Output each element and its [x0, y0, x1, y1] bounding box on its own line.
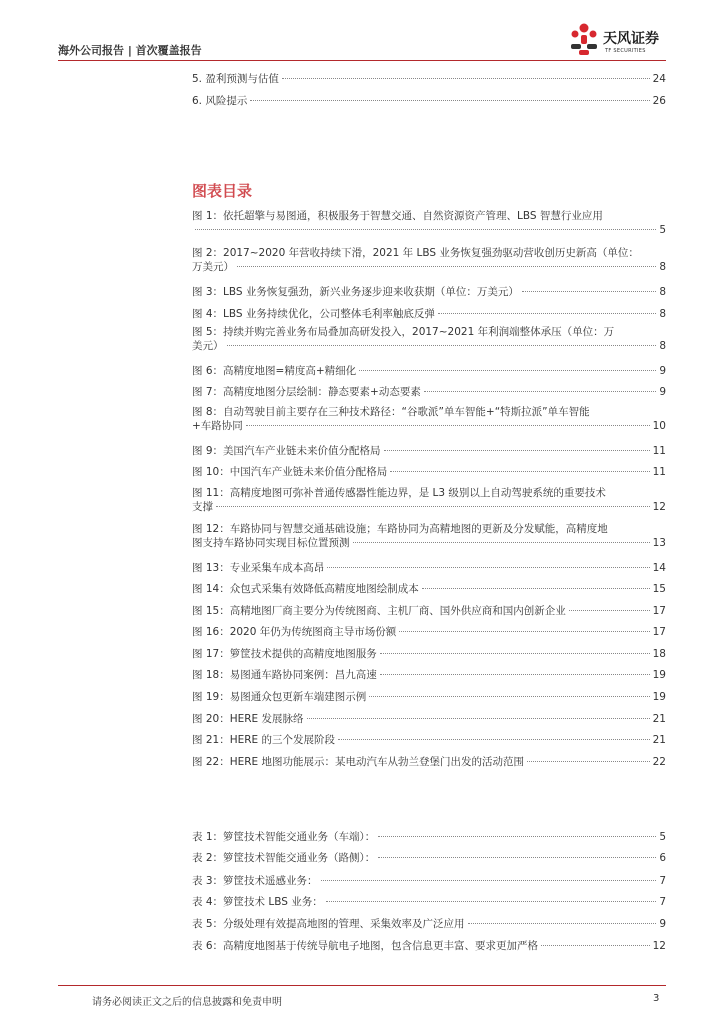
leader-dots	[399, 631, 649, 632]
figure-entry-text: 图 19：易图通众包更新车端建图示例	[192, 691, 367, 703]
figure-entry[interactable]	[192, 284, 666, 298]
figure-entry-page: 11	[652, 445, 666, 457]
table-entry-text: 表 2：箩筐技术智能交通业务（路侧）：	[192, 852, 376, 864]
figure-entry-text-cont: 支撑	[192, 501, 213, 513]
figure-entry-text-cont: 图支持车路协同实现目标位置预测	[192, 537, 350, 549]
figure-entry-text: 图 15：高精地图厂商主要分为传统图商、主机厂商、国外供应商和国内创新企业	[192, 605, 566, 617]
figure-entry-text: 图 13：专业采集车成本高昂	[192, 562, 325, 574]
leader-dots	[216, 506, 650, 507]
figure-entry-page: 10	[652, 420, 666, 432]
figure-entry[interactable]	[192, 689, 666, 703]
figure-entry[interactable]	[192, 732, 666, 746]
figure-entry[interactable]	[192, 209, 666, 237]
leader-dots	[282, 78, 650, 79]
table-entry[interactable]	[192, 938, 666, 952]
leader-dots	[380, 674, 650, 675]
figure-entry-page: 22	[652, 756, 666, 768]
figure-entry[interactable]	[192, 646, 666, 660]
figure-entry[interactable]	[192, 486, 666, 514]
figure-entry-page: 17	[652, 626, 666, 638]
toc-entry-page: 26	[652, 95, 666, 107]
figure-entry-page: 14	[652, 562, 666, 574]
figure-entry-text: 图 16：2020 年仍为传统图商主导市场份额	[192, 626, 397, 638]
company-logo	[568, 22, 678, 62]
table-entry-page: 6	[659, 852, 666, 864]
leader-dots	[522, 291, 656, 292]
figure-entry[interactable]	[192, 306, 666, 320]
figure-entry-text: 图 18：易图通车路协同案例：昌九高速	[192, 669, 377, 681]
leader-dots	[390, 471, 649, 472]
figure-entry[interactable]	[192, 581, 666, 595]
figure-entry[interactable]	[192, 405, 666, 433]
figure-entry-page: 12	[652, 501, 666, 513]
figure-entry[interactable]	[192, 711, 666, 725]
figure-entry-text: 图 9：美国汽车产业链未来价值分配格局	[192, 445, 381, 457]
figure-entry-text: 图 4：LBS 业务持续优化，公司整体毛利率触底反弹	[192, 308, 435, 320]
figure-entry-text: 图 5：持续并购完善业务布局叠加高研发投入，2017~2021 年利润端整体承压（单位：万	[192, 326, 615, 338]
leader-dots	[321, 880, 657, 881]
figure-entry-text: 图 22：HERE 地图功能展示：某电动汽车从勃兰登堡门出发的活动范围	[192, 756, 524, 768]
figure-entry-text: 图 21：HERE 的三个发展阶段	[192, 734, 335, 746]
figure-entry-text: 图 17：箩筐技术提供的高精度地图服务	[192, 648, 377, 660]
figures-list-title: 图表目录	[192, 182, 253, 200]
figure-entry-text: 图 1：依托超擎与易图通，积极服务于智慧交通、自然资源资产管理、LBS 智慧行业应用	[192, 210, 603, 222]
figure-entry-text: 图 14：众包式采集有效降低高精度地图绘制成本	[192, 583, 419, 595]
leader-dots	[227, 345, 657, 346]
logo-chinese-name: 天风证券	[603, 31, 659, 47]
leader-dots	[527, 761, 650, 762]
leader-dots	[307, 718, 650, 719]
figure-entry-text-cont: 美元）	[192, 340, 224, 352]
figure-entry[interactable]	[192, 667, 666, 681]
leader-dots	[326, 901, 657, 902]
table-entry[interactable]	[192, 829, 666, 843]
figure-entry-text: 图 6：高精度地图=精度高+精细化	[192, 365, 357, 377]
figure-entry-text-cont: 万美元）	[192, 261, 234, 273]
page-number: 3	[653, 993, 660, 1004]
leader-dots	[250, 100, 649, 101]
disclaimer-text: 请务必阅读正文之后的信息披露和免责申明	[92, 997, 282, 1008]
table-entry[interactable]	[192, 916, 666, 930]
logo-english-name: TF SECURITIES	[605, 48, 646, 54]
toc-entry[interactable]	[192, 93, 666, 107]
leader-dots	[369, 696, 649, 697]
leader-dots	[237, 266, 656, 267]
figure-entry-text: 图 8：自动驾驶目前主要存在三种技术路径：“谷歌派”单车智能+“特斯拉派”单车智能	[192, 406, 590, 418]
leader-dots	[422, 588, 650, 589]
logo-mark-icon	[568, 22, 600, 58]
leader-dots	[378, 857, 656, 858]
figure-entry-text: 图 3：LBS 业务恢复强劲，新兴业务逐步迎来收获期（单位：万美元）	[192, 286, 519, 298]
figure-entry[interactable]	[192, 624, 666, 638]
figure-entry-page: 21	[652, 734, 666, 746]
figure-entry[interactable]	[192, 384, 666, 398]
figure-entry-page: 8	[659, 340, 666, 352]
figure-entry-page: 19	[652, 691, 666, 703]
toc-entry-label: 6. 风险提示	[192, 95, 248, 107]
figure-entry[interactable]	[192, 246, 666, 274]
figure-entry-page: 15	[652, 583, 666, 595]
leader-dots	[359, 370, 656, 371]
figure-entry-page: 21	[652, 713, 666, 725]
figure-entry-page: 8	[659, 286, 666, 298]
figure-entry[interactable]	[192, 603, 666, 617]
figure-entry-text: 图 11：高精度地图可弥补普通传感器性能边界，是 L3 级别以上自动驾驶系统的重要技术	[192, 487, 606, 499]
figure-entry[interactable]	[192, 560, 666, 574]
table-entry[interactable]	[192, 894, 666, 908]
figure-entry-text: 图 20：HERE 发展脉络	[192, 713, 304, 725]
figure-entry[interactable]	[192, 464, 666, 478]
table-entry-text: 表 6：高精度地图基于传统导航电子地图，包含信息更丰富、要求更加严格	[192, 940, 539, 952]
figure-entry-page: 8	[659, 261, 666, 273]
table-entry-page: 5	[659, 831, 666, 843]
table-entry[interactable]	[192, 850, 666, 864]
figure-entry-page: 9	[659, 386, 666, 398]
toc-entry-page: 24	[652, 73, 666, 85]
figure-entry-page: 18	[652, 648, 666, 660]
figure-entry[interactable]	[192, 363, 666, 377]
figure-entry[interactable]	[192, 443, 666, 457]
table-entry-text: 表 3：箩筐技术遥感业务：	[192, 875, 318, 887]
leader-dots	[541, 945, 650, 946]
table-entry-text: 表 5：分级处理有效提高地图的管理、采集效率及广泛应用	[192, 918, 465, 930]
table-entry-page: 12	[652, 940, 666, 952]
table-entry-page: 9	[659, 918, 666, 930]
figure-entry-page: 19	[652, 669, 666, 681]
figure-entry-text-cont: +车路协同	[192, 420, 243, 432]
table-entry[interactable]	[192, 873, 666, 887]
leader-dots	[338, 739, 650, 740]
leader-dots	[569, 610, 650, 611]
table-entry-text: 表 4：箩筐技术 LBS 业务：	[192, 896, 323, 908]
figure-entry-text: 图 10：中国汽车产业链未来价值分配格局	[192, 466, 388, 478]
figure-entry-page: 11	[652, 466, 666, 478]
report-type-label: 海外公司报告 | 首次覆盖报告	[58, 44, 202, 57]
figure-entry[interactable]	[192, 754, 666, 768]
leader-dots	[327, 567, 649, 568]
table-entry-text: 表 1：箩筐技术智能交通业务（车端）：	[192, 831, 376, 843]
figure-entry[interactable]	[192, 325, 666, 353]
leader-dots	[195, 229, 656, 230]
leader-dots	[378, 836, 656, 837]
figure-entry-page: 17	[652, 605, 666, 617]
figure-entry[interactable]	[192, 522, 666, 550]
leader-dots	[380, 653, 650, 654]
leader-dots	[246, 425, 650, 426]
figure-entry-page: 9	[659, 365, 666, 377]
leader-dots	[384, 450, 650, 451]
figure-entry-text: 图 2：2017~2020 年营收持续下滑，2021 年 LBS 业务恢复强劲驱动营收创历史新高（单位：	[192, 247, 639, 259]
leader-dots	[424, 391, 656, 392]
table-entry-page: 7	[659, 896, 666, 908]
leader-dots	[438, 313, 656, 314]
toc-entry[interactable]	[192, 71, 666, 85]
figure-entry-page: 13	[652, 537, 666, 549]
figure-entry-text: 图 12：车路协同与智慧交通基础设施；车路协同为高精地图的更新及分发赋能，高精度地	[192, 523, 608, 535]
footer-divider	[58, 985, 666, 986]
table-entry-page: 7	[659, 875, 666, 887]
toc-entry-label: 5. 盈利预测与估值	[192, 73, 279, 85]
figure-entry-text: 图 7：高精度地图分层绘制：静态要素+动态要素	[192, 386, 421, 398]
figure-entry-page: 5	[659, 224, 666, 236]
leader-dots	[353, 542, 650, 543]
figure-entry-page: 8	[659, 308, 666, 320]
leader-dots	[468, 923, 657, 924]
